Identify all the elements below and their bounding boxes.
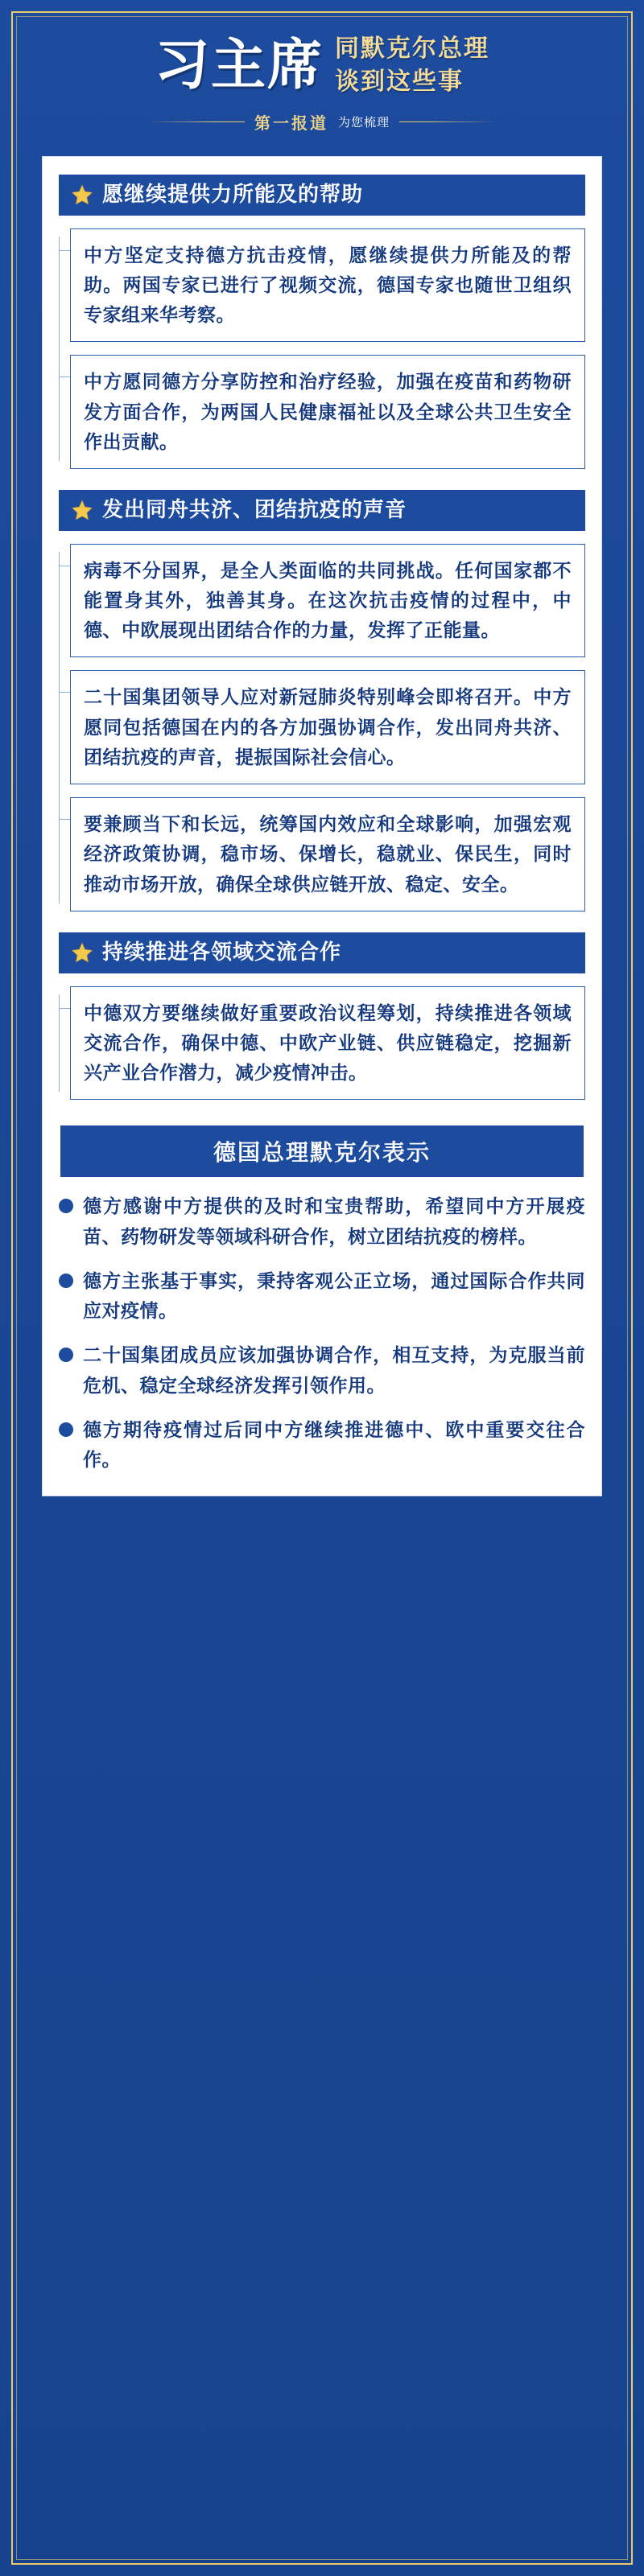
merkel-point-4-text: 德方期待疫情过后同中方继续推进德中、欧中重要交往合作。 <box>83 1419 585 1471</box>
section-3-items <box>59 986 585 1101</box>
section-1-item-1-text: 中方坚定支持德方抗击疫情，愿继续提供力所能及的帮助。两国专家已进行了视频交流，德国专家也随世卫组织专家组来华考察。 <box>84 245 572 326</box>
section-2-item-3-text: 要兼顾当下和长远，统筹国内效应和全球影响，加强宏观经济政策协调，稳市场、保增长，稳就业、保民生，同时推动市场开放，确保全球供应链开放、稳定、安全。 <box>84 814 572 895</box>
merkel-heading: 德国总理默克尔表示 <box>59 1124 585 1179</box>
title-subtitle-line-1: 同默克尔总理 <box>335 35 489 62</box>
list-item <box>59 1340 585 1401</box>
star-icon <box>72 942 93 963</box>
merkel-points <box>59 1191 585 1475</box>
section-1-heading: 愿继续提供力所能及的帮助 <box>102 183 364 206</box>
title-subtitle-group <box>335 35 489 96</box>
section-1 <box>59 175 585 469</box>
bullet-dot-icon <box>59 1274 73 1288</box>
byline-brand: 第一报道 <box>254 115 328 133</box>
list-item <box>70 670 585 784</box>
section-1-items <box>59 228 585 470</box>
star-icon <box>72 500 93 521</box>
merkel-point-1-text: 德方感谢中方提供的及时和宝贵帮助，希望同中方开展疫苗、药物研发等领域科研合作，树立团结抗疫的榜样。 <box>83 1196 585 1247</box>
list-item <box>70 797 585 911</box>
list-item <box>59 1266 585 1327</box>
section-2-header <box>59 490 585 531</box>
merkel-point-3-text: 二十国集团成员应该加强协调合作，相互支持，为克服当前危机、稳定全球经济发挥引领作用。 <box>83 1345 585 1396</box>
section-3-item-1-text: 中德双方要继续做好重要政治议程筹划，持续推进各领域交流合作，确保中德、中欧产业链、供应链稳定，挖掘新兴产业合作潜力，减少疫情冲击。 <box>84 1002 572 1084</box>
list-item <box>59 1415 585 1475</box>
section-3 <box>59 932 585 1100</box>
list-item <box>70 355 585 469</box>
page-title: 习主席 <box>154 32 324 97</box>
bullet-dot-icon <box>59 1199 73 1213</box>
byline-rule-right <box>399 121 496 122</box>
section-2 <box>59 490 585 911</box>
content-panel <box>42 156 602 1496</box>
list-item <box>59 1191 585 1252</box>
byline <box>42 110 602 134</box>
title-subtitle-line-2: 谈到这些事 <box>335 68 464 95</box>
star-icon <box>72 184 93 205</box>
section-2-item-1-text: 病毒不分国界，是全人类面临的共同挑战。任何国家都不能置身其外，独善其身。在这次抗击疫情的过程中，中德、中欧展现出团结合作的力量，发挥了正能量。 <box>84 560 572 641</box>
poster-header <box>42 32 602 145</box>
list-item <box>70 228 585 343</box>
byline-rule-left <box>148 121 245 122</box>
bullet-dot-icon <box>59 1348 73 1362</box>
section-2-heading: 发出同舟共济、团结抗疫的声音 <box>102 498 407 522</box>
byline-suffix: 为您梳理 <box>337 117 390 130</box>
list-item <box>70 986 585 1101</box>
merkel-point-2-text: 德方主张基于事实，秉持客观公正立场，通过国际合作共同应对疫情。 <box>83 1270 585 1322</box>
merkel-section <box>59 1124 585 1475</box>
section-1-item-2-text: 中方愿同德方分享防控和治疗经验，加强在疫苗和药物研发方面合作，为两国人民健康福祉以及全球公共卫生安全作出贡献。 <box>84 372 572 452</box>
bullet-dot-icon <box>59 1422 73 1437</box>
section-3-header <box>59 932 585 973</box>
section-2-items <box>59 544 585 911</box>
title-row <box>42 32 602 97</box>
section-1-header <box>59 175 585 216</box>
section-3-heading: 持续推进各领域交流合作 <box>102 940 342 964</box>
list-item <box>70 544 585 658</box>
section-2-item-2-text: 二十国集团领导人应对新冠肺炎特别峰会即将召开。中方愿同包括德国在内的各方加强协调合作，发出同舟共济、团结抗疫的声音，提振国际社会信心。 <box>84 687 572 767</box>
